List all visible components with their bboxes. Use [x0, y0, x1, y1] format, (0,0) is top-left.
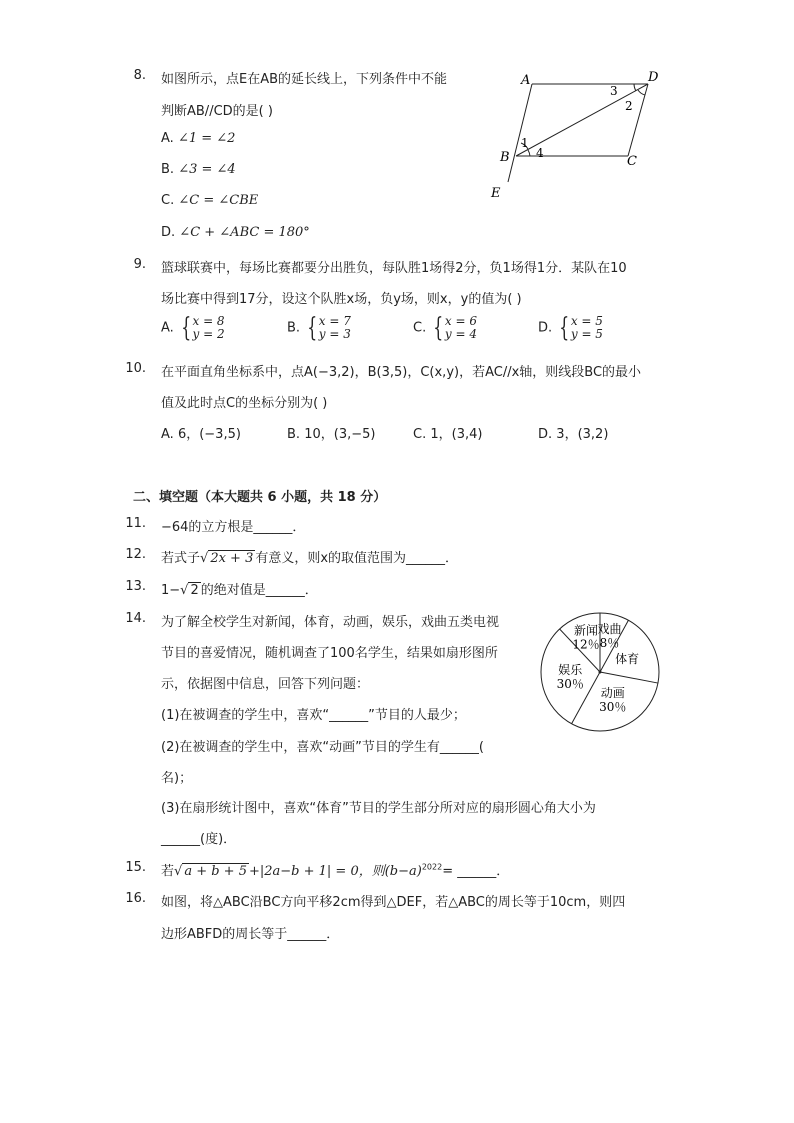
pie-label-name: 动画 [600, 686, 625, 701]
angle-arc-2 [638, 90, 645, 95]
q10-option-c: C. 1，(3,4) [413, 427, 483, 442]
label-b: B [500, 150, 510, 165]
q13-number: 13. [125, 579, 146, 594]
q10-stem-line2: 值及此时点C的坐标分别为( ) [161, 396, 328, 411]
q16-line2: 边形ABFD的周长等于______． [161, 927, 340, 942]
q8-stem-line1: 如图所示，点E在AB的延长线上，下列条件中不能 [161, 72, 448, 87]
pie-label-percent: 12％ [572, 637, 600, 652]
q9-stem-line1: 篮球联赛中，每场比赛都要分出胜负，每队胜1场得2分，负1场得1分．某队在10 [161, 261, 627, 276]
q10-option-b: B. 10，(3,−5) [287, 427, 376, 442]
q8-stem-line2: 判断AB//CD的是( ) [161, 104, 273, 119]
label-angle-4: 4 [536, 146, 544, 160]
q14-line7: (3)在扇形统计图中，喜欢“体育”节目的学生部分所对应的扇形圆心角大小为 [161, 801, 596, 816]
pie-label-percent: 30％ [556, 676, 584, 691]
q10-stem-line1: 在平面直角坐标系中，点A(−3,2)，B(3,5)，C(x,y)，若AC//x轴，则线段BC的最小 [161, 365, 642, 380]
label-d: D [648, 70, 659, 85]
q8-parallelogram-figure [488, 64, 668, 204]
q8-option-b: B. ∠3 = ∠4 [161, 162, 236, 177]
angle-arc-3 [634, 84, 636, 91]
angle-arc-4 [528, 150, 530, 156]
q9-stem-line2: 场比赛中得到17分，设这个队胜x场，负y场，则x，y的值为( ) [161, 292, 522, 307]
q10-number: 10. [125, 361, 146, 376]
q11-number: 11. [125, 516, 146, 531]
q16-line1: 如图，将△ABC沿BC方向平移2cm得到△DEF，若△ABC的周长等于10cm，则四 [161, 895, 626, 910]
label-angle-3: 3 [610, 84, 618, 98]
label-a: A [521, 73, 531, 88]
q15-text: 若√ a + b + 5 +|2a−b + 1| = 0，则$(b-a)^{2022}=$ ______． [161, 862, 510, 879]
label-angle-2: 2 [625, 99, 633, 113]
q9-option-c: C. {x = 6 y = 4 [413, 313, 478, 343]
q9-option-d: D. {x = 5 y = 5 [538, 313, 603, 343]
q11-text: −64的立方根是______． [161, 520, 306, 535]
pie-label-percent: 30％ [599, 700, 627, 715]
q14-line5: (2)在被调查的学生中，喜欢“动画”节目的学生有______( [161, 740, 484, 755]
q9-option-a: A. {x = 8 y = 2 [161, 313, 225, 343]
q8-number: 8. [133, 68, 146, 83]
segment-ab-extended [508, 84, 532, 182]
q14-line6: 名)； [161, 771, 193, 786]
pie-label-name: 戏曲 [597, 622, 622, 637]
q8-option-c: C. ∠C = ∠CBE [161, 193, 259, 208]
q15-number: 15. [125, 860, 146, 875]
label-angle-1: 1 [521, 136, 529, 150]
pie-label-name: 娱乐 [558, 662, 583, 677]
q14-line4: (1)在被调查的学生中，喜欢“______”节目的人最少； [161, 708, 466, 723]
q9-number: 9. [133, 257, 146, 272]
q14-line8: ______(度)． [161, 832, 237, 847]
q10-option-d: D. 3，(3,2) [538, 427, 609, 442]
pie-label-percent: 8％ [599, 636, 620, 651]
q13-text: 1−√ 2 的绝对值是______． [161, 583, 318, 598]
label-c: C [627, 154, 637, 169]
q8-option-d: D. ∠C + ∠ABC = 180° [161, 225, 310, 240]
pie-center-dot [599, 671, 602, 674]
q14-line3: 示，依据图中信息，回答下列问题： [161, 677, 370, 692]
pie-label-name: 体育 [615, 652, 640, 667]
q14-number: 14. [125, 611, 146, 626]
q8-option-a: A. ∠1 = ∠2 [161, 131, 236, 146]
label-e: E [491, 186, 501, 201]
q14-pie-chart [538, 610, 662, 734]
q10-option-a: A. 6，(−3,5) [161, 427, 241, 442]
q16-number: 16. [125, 891, 146, 906]
q9-option-b: B. {x = 7 y = 3 [287, 313, 351, 343]
q12-number: 12. [125, 547, 146, 562]
q12-text: 若式子√ 2x + 3 有意义，则x的取值范围为______． [161, 551, 459, 566]
q14-line2: 节目的喜爱情况，随机调查了100名学生，结果如扇形图所 [161, 646, 498, 661]
section-title: 二、填空题（本大题共 6 小题，共 18 分） [133, 490, 387, 505]
pie-label-name: 新闻 [574, 623, 599, 638]
q14-line1: 为了解全校学生对新闻，体育，动画，娱乐，戏曲五类电视 [161, 615, 500, 630]
